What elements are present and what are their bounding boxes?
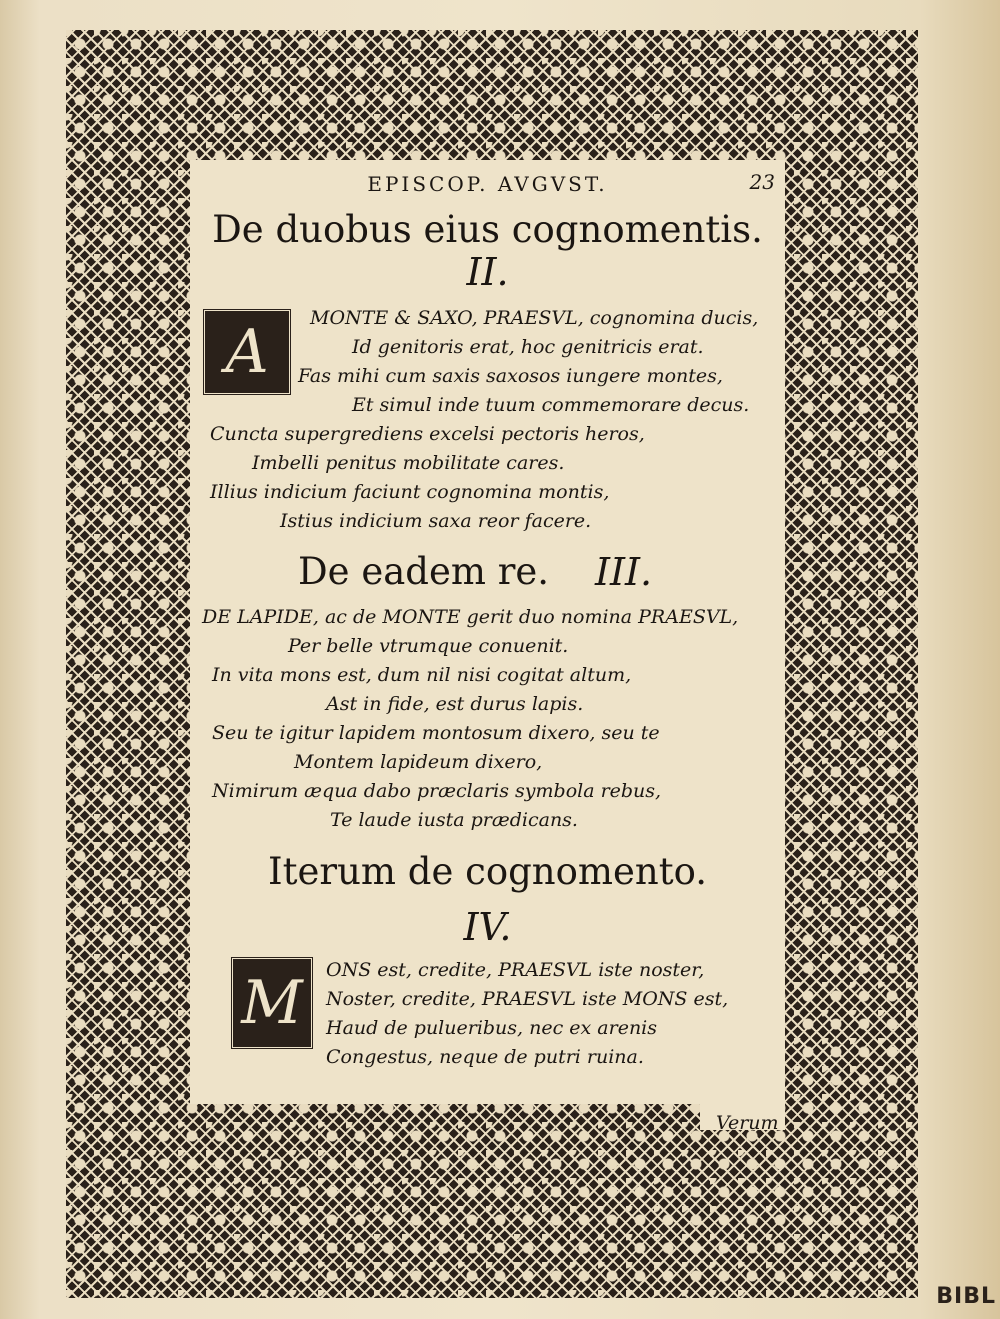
running-head: EPISCOP. AVGVST.	[367, 172, 608, 196]
poem-verse	[190, 603, 785, 835]
verse-line: Id genitoris erat, hoc genitricis erat.	[352, 336, 704, 358]
verse-line: Per belle vtrumque conuenit.	[288, 635, 569, 657]
section-title: De duobus eius cognomentis.	[212, 208, 763, 251]
drop-cap: A	[202, 308, 292, 396]
verse-line: Fas mihi cum saxis saxosos iungere montes,	[298, 365, 723, 387]
library-stamp: BIBL	[936, 1284, 996, 1309]
verse-line: Illius indicium faciunt cognomina montis,	[210, 481, 610, 503]
verse-line: In vita mons est, dum nil nisi cogitat altum,	[212, 664, 632, 686]
section-numeral: III.	[595, 550, 653, 594]
verse-line: Imbelli penitus mobilitate cares.	[252, 452, 565, 474]
text-block	[190, 160, 785, 1104]
verse-line: Haud de pulueribus, nec ex arenis	[326, 1017, 658, 1039]
poem-verse	[190, 956, 785, 1072]
verse-line: Ast in fide, est durus lapis.	[326, 693, 584, 715]
verse-line: Montem lapideum dixero,	[294, 751, 543, 773]
verse-line: Et simul inde tuum commemorare decus.	[352, 394, 750, 416]
verse-line: DE LAPIDE, ac de MONTE gerit duo nomina PRAESVL,	[202, 606, 739, 628]
section-numeral: IV.	[463, 905, 512, 949]
verse-line: Seu te igitur lapidem montosum dixero, seu te	[212, 722, 660, 744]
section-title: De eadem re.	[298, 550, 550, 593]
catchword: Verum	[716, 1112, 779, 1134]
section-numeral: II.	[466, 250, 509, 294]
verse-line: Nimirum æqua dabo præclaris symbola rebus,	[212, 780, 662, 802]
poem-verse	[190, 304, 785, 536]
drop-cap: M	[230, 956, 314, 1050]
verse-line: Congestus, neque de putri ruina.	[326, 1046, 644, 1068]
section-title: Iterum de cognomento.	[268, 850, 707, 893]
page-number: 23	[749, 170, 775, 194]
verse-line: Noster, credite, PRAESVL iste MONS est,	[326, 988, 729, 1010]
verse-line: Te laude iusta prædicans.	[330, 809, 578, 831]
verse-line: Cuncta supergrediens excelsi pectoris heros,	[210, 423, 645, 445]
verse-line: ONS est, credite, PRAESVL iste noster,	[326, 959, 705, 981]
verse-line: Istius indicium saxa reor facere.	[280, 510, 592, 532]
verse-line: MONTE & SAXO, PRAESVL, cognomina ducis,	[310, 307, 759, 329]
